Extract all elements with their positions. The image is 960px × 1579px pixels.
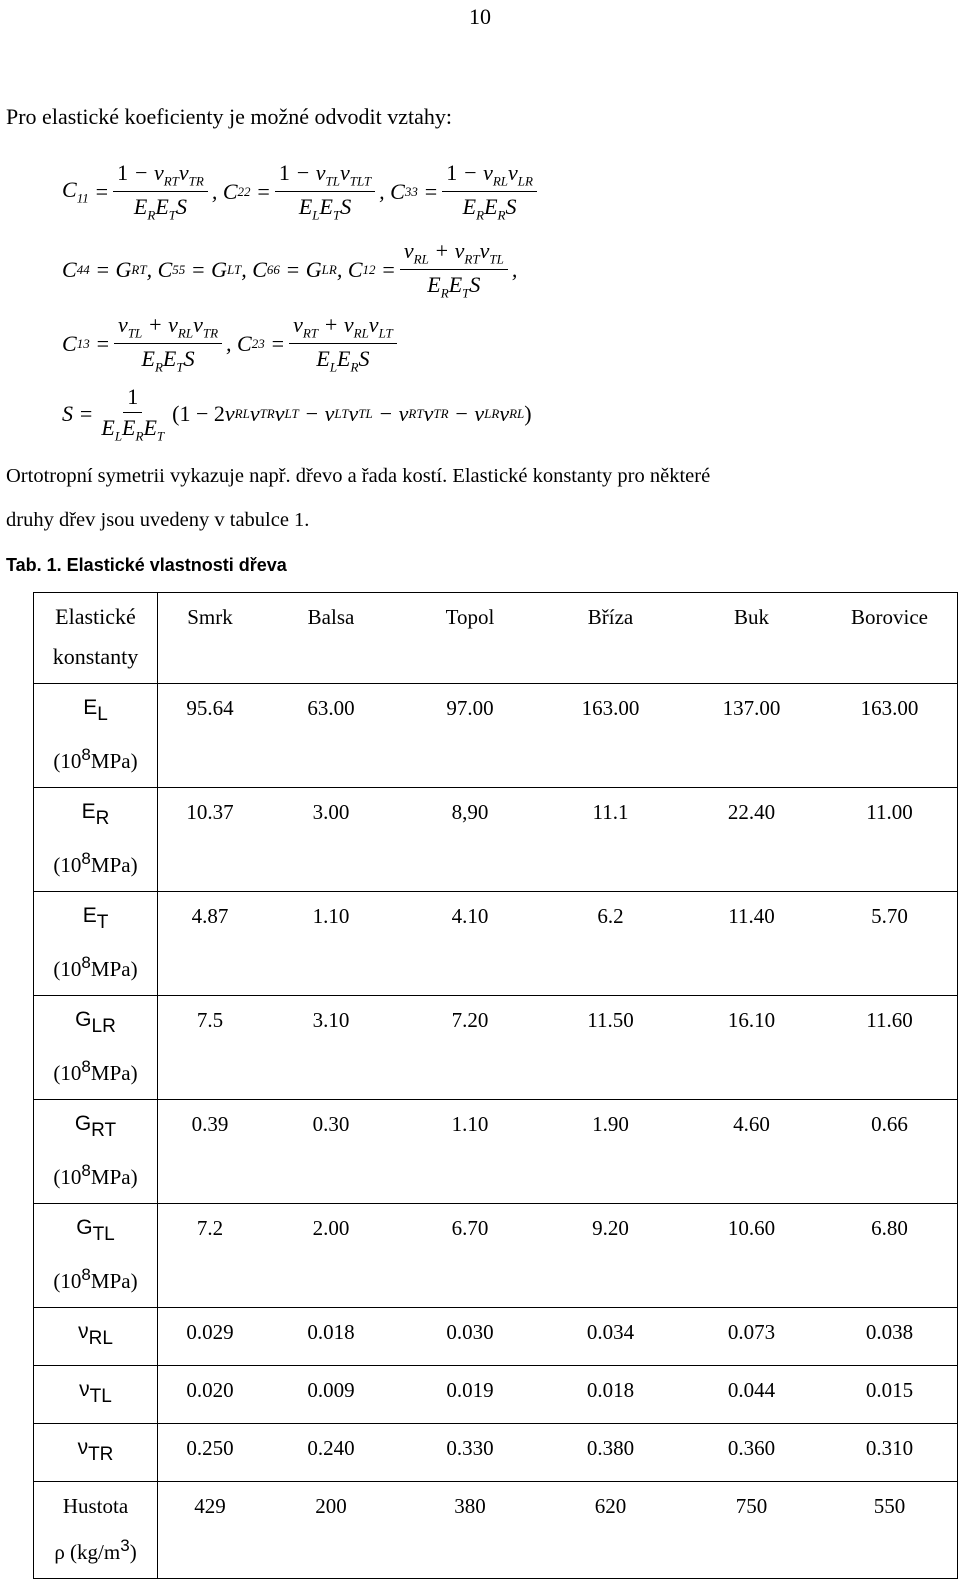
row-symbol: $E_R$: [81, 800, 110, 829]
row-unit: $(10^8MPa)$: [53, 1161, 138, 1189]
table-cell: 0.39: [191, 1112, 229, 1136]
table-cell: 0.240: [307, 1436, 355, 1460]
table-cell: 7.5: [196, 1008, 224, 1032]
table-row: [34, 1424, 958, 1482]
row-symbol: $\nu_{TL}$: [79, 1378, 112, 1407]
table-cell: 0.034: [586, 1320, 635, 1344]
column-header: Buk: [733, 605, 769, 629]
table-cell: 97.00: [446, 696, 494, 720]
table-row: [34, 1204, 958, 1308]
row-values: [158, 892, 957, 936]
row-symbol: $\nu_{TR}$: [77, 1436, 114, 1465]
table-cell: 11.40: [728, 904, 775, 928]
table-cell: 0.380: [586, 1436, 635, 1460]
table-cell: 163.00: [860, 696, 919, 720]
equation-c11-c22-c33: $C_{11}$ = $\frac{1 - \nu_{RT}\nu_{TR}}{E_RE_TS}$ , C 22 = $\frac{1 - \nu_{TL}\nu_{TLT}}{E_LE_TS}$ , C 33 = $\frac{1 - \nu_{RL}\nu_{LR}}{E_RE_RS}$: [62, 160, 541, 224]
table-cell: 6.80: [871, 1216, 908, 1240]
table-row: [34, 996, 958, 1100]
table-cell: 63.00: [307, 696, 355, 720]
table-cell: 0.330: [446, 1436, 494, 1460]
table-cell: 0.66: [871, 1112, 908, 1136]
table-cell: 429: [194, 1494, 226, 1518]
table-cell: 0.360: [727, 1436, 776, 1460]
header-label-line2: konstanty: [52, 644, 139, 669]
row-values: [158, 996, 957, 1040]
table-cell: 11.60: [866, 1008, 913, 1032]
row-values: [158, 1424, 957, 1468]
row-unit: $(10^8MPa)$: [53, 953, 138, 981]
row-symbol: $G_{LR}$: [75, 1008, 116, 1037]
row-values: [158, 1204, 957, 1248]
row-unit: $(10^8MPa)$: [53, 745, 138, 773]
table-cell: 4.87: [191, 904, 229, 928]
table-header-row: [34, 593, 958, 684]
row-values: [158, 684, 957, 728]
row-unit: $(10^8MPa)$: [53, 1265, 138, 1293]
table-cell: 5.70: [871, 904, 908, 928]
table-cell: 0.018: [307, 1320, 355, 1344]
table-cell: 10.60: [727, 1216, 776, 1240]
table-cell: 11.00: [866, 800, 913, 824]
table-cell: 0.019: [446, 1378, 494, 1402]
row-unit: ρ $(kg/m^3)$: [54, 1536, 137, 1564]
row-symbol: $\nu_{RL}$: [78, 1320, 113, 1349]
row-values: [158, 788, 957, 832]
table-cell: 95.64: [186, 696, 234, 720]
table-cell: 750: [735, 1494, 768, 1518]
table-cell: 7.20: [451, 1008, 489, 1032]
table-cell: 4.10: [451, 904, 489, 928]
table-cell: 16.10: [727, 1008, 776, 1032]
table-cell: 0.044: [727, 1378, 776, 1402]
row-unit: $(10^8MPa)$: [53, 849, 138, 877]
table-cell: 0.018: [586, 1378, 635, 1402]
table-cell: 2.00: [312, 1216, 350, 1240]
table-row: [34, 1308, 958, 1366]
table-cell: 11.50: [587, 1008, 634, 1032]
table-cell: 1.90: [592, 1112, 629, 1136]
table-cell: 0.038: [865, 1320, 914, 1344]
table-cell: 22.40: [727, 800, 776, 824]
table-cell: 9.20: [592, 1216, 629, 1240]
table-cell: 0.250: [186, 1436, 234, 1460]
table-cell: 0.009: [307, 1378, 355, 1402]
column-header: Borovice: [851, 605, 928, 629]
table-cell: 0.073: [727, 1320, 776, 1344]
table-cell: 1.10: [312, 904, 350, 928]
column-header: Topol: [445, 605, 495, 629]
table-cell: 380: [454, 1494, 486, 1518]
table-caption: Tab. 1. Elastické vlastnosti dřeva: [6, 555, 287, 575]
table-cell: 3.10: [312, 1008, 350, 1032]
table-cell: 0.029: [186, 1320, 234, 1344]
table-cell: 6.70: [451, 1216, 489, 1240]
table-cell: 6.2: [597, 904, 624, 928]
table-cell: 0.015: [865, 1378, 914, 1402]
table-row: [34, 1100, 958, 1204]
table-cell: 0.310: [865, 1436, 914, 1460]
page-number: 10: [469, 4, 491, 29]
column-header: Bříza: [587, 605, 634, 629]
table-cell: 1.10: [451, 1112, 489, 1136]
paragraph-ortotropy: Ortotropní symetrii vykazuje např. dřevo a řada kostí. Elastické konstanty pro některé: [6, 465, 711, 487]
table-row: [34, 1482, 958, 1579]
header-columns: [158, 593, 957, 637]
table-cell: 8,90: [451, 800, 489, 824]
paragraph-table-ref: druhy dřev jsou uvedeny v tabulce 1.: [6, 509, 310, 531]
row-unit: $(10^8MPa)$: [53, 1057, 138, 1085]
row-values: [158, 1308, 957, 1352]
table-row: [34, 684, 958, 788]
table-cell: 137.00: [722, 696, 781, 720]
intro-text: Pro elastické koeficienty je možné odvodit vztahy:: [6, 104, 452, 129]
elastic-properties-table: [33, 592, 958, 1579]
table-cell: 0.020: [186, 1378, 234, 1402]
header-label-line1: Elastické: [55, 604, 136, 629]
equation-c44-c12: C 44 = G RT , C 55 = G LT , C 66 = G LR , C 12 = $\frac{\nu_{RL} + \nu_{RT}\nu_{TL}}{E_RE_TS}$ ,: [62, 238, 518, 301]
table-row: [34, 788, 958, 892]
table-cell: 200: [315, 1494, 347, 1518]
table-cell: 550: [873, 1494, 906, 1518]
table-cell: 10.37: [186, 800, 234, 824]
equation-c13-c23: C 13 = $\frac{\nu_{TL} + \nu_{RL}\nu_{TR}}{E_RE_TS}$ , C 23 = $\frac{\nu_{RT} + \nu_{RL}\nu_{LT}}{E_LE_RS}$: [62, 312, 401, 376]
table-row: [34, 1366, 958, 1424]
row-symbol: $E_T$: [82, 904, 109, 933]
column-header: Smrk: [187, 605, 233, 629]
row-symbol: $G_{TL}$: [76, 1216, 115, 1245]
row-symbol: $G_{RT}$: [74, 1112, 117, 1141]
table-cell: 163.00: [581, 696, 640, 720]
equation-s: S = $\frac{1}{E_LE_RE_T}$ (1 − 2 ν RL ν TR ν LT − ν LT ν TL − ν RT ν TR − ν LR ν RL ): [62, 384, 532, 444]
table-cell: 3.00: [312, 800, 350, 824]
table-row: [34, 892, 958, 996]
table-cell: 0.30: [312, 1112, 350, 1136]
table-cell: 7.2: [196, 1216, 224, 1240]
table-cell: 4.60: [733, 1112, 770, 1136]
row-symbol: Hustota: [62, 1494, 129, 1518]
row-values: [158, 1482, 957, 1526]
table-cell: 0.030: [446, 1320, 494, 1344]
table-cell: 620: [594, 1494, 627, 1518]
row-values: [158, 1100, 957, 1144]
table-cell: 11.1: [592, 800, 629, 824]
column-header: Balsa: [307, 605, 355, 629]
row-symbol: $E_L$: [83, 696, 108, 725]
row-values: [158, 1366, 957, 1410]
